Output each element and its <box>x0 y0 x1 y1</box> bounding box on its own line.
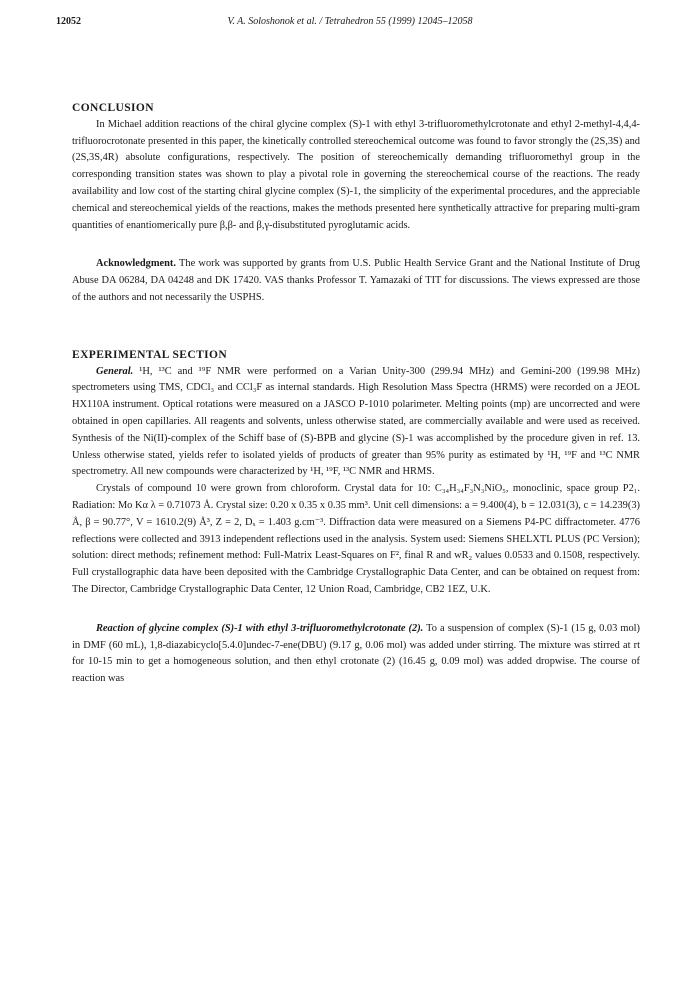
running-header <box>56 16 644 30</box>
page-number: 12052 <box>56 16 81 27</box>
running-head: V. A. Soloshonok et al. / Tetrahedron 55 (1999) 12045–12058 <box>227 16 473 27</box>
conclusion-section <box>72 100 640 234</box>
acknowledgment-text: The work was supported by grants from U.S. Public Health Service Grant and the National Institute of Drug Abuse DA 06284, DA 04248 and DK 17420. VAS thanks Professor T. Yamazaki of TIT for discussions. The views expressed are those of the authors and not necessarily the USPHS. <box>72 258 641 303</box>
article-body <box>72 100 640 688</box>
acknowledgment-section <box>72 256 640 306</box>
general-paragraph <box>72 364 640 482</box>
reaction-text: To a suspension of complex (S)-1 (15 g, 0.03 mol) in DMF (60 mL), 1,8-diazabicyclo[5.4.0]undec-7-ene(DBU) (9.17 g, 0.06 mol) was added under stirring. The mixture was stirred at rt for 10-15 min to get a homogeneous solution, and then ethyl crotonate (2) (16.45 g, 0.09 mol) was added dropwise. The course of reaction was <box>72 622 640 685</box>
general-text: ¹H, ¹³C and ¹⁹F NMR were performed on a Varian Unity-300 (299.94 MHz) and Gemini-200 (199.98 MHz) spectrometers using TMS, CDCl₃ and CCl₃F as internal standards. High Resolution Mass Spectra (HRMS) were recorded on a JEOL HX110A instrument. Optical rotations were measured on a JASCO P-1010 polarimeter. Melting points (mp) are uncorrected and were obtained in open capillaries. All reagents and solvents, unless otherwise stated, are commercially available and were used as received. Synthesis of the Ni(II)-complex of the Schiff base of (S)-BPB and glycine (S)-1 was accomplished by the procedure given in ref. 13. Unless otherwise stated, yields refer to isolated yields of products of greater than 95% purity as estimated by ¹H, ¹⁹F and ¹³C NMR spectrometry. All new compounds were characterized by ¹H, ¹⁹F, ¹³C NMR and HRMS. <box>72 365 640 478</box>
crystal-paragraph: Crystals of compound 10 were grown from chloroform. Crystal data for 10: C₃₄H₃₄F₃N₃NiO₅, monoclinic, space group P2₁. Radiation: Mo Kα λ = 0.71073 Å. Crystal size: 0.20 x 0.35 x 0.35 mm³. Unit cell dimensions: a = 9.400(4), b = 12.031(3), c = 14.239(3) Å, β = 90.77°, V = 1610.2(9) Å³, Z = 2, Dₓ = 1.403 g.cm⁻³. Diffraction data were measured on a Siemens P4-PC diffractometer. 4776 reflections were collected and 3913 independent reflections used in the analysis. System used: Siemens SHELXTL PLUS (PC Version); solution: direct methods; refinement method: Full-Matrix Least-Squares on F², final R and wR₂ values 0.0533 and 0.1508, respectively. Full crystallographic data have been deposited with the Cambridge Crystallographic Data Center, and can be obtained on request from: The Director, Cambridge Crystallographic Data Center, 12 Union Road, Cambridge, CB2 1EZ, U.K. <box>72 483 640 595</box>
reaction-lead: Reaction of glycine complex (S)-1 with ethyl 3-trifluoromethylcrotonate (2). <box>96 622 424 634</box>
reaction-paragraph <box>72 621 640 688</box>
conclusion-paragraph: In Michael addition reactions of the chiral glycine complex (S)-1 with ethyl 3-trifluoromethylcrotonate and ethyl 2-methyl-4,4,4-trifluorocrotonate presented in this paper, the kinetically controlled stereochemical outcome was found to favor strongly the (2S,3S) and (2S,3S,4R) absolute configurations, respectively. The position of stereochemically demanding trifluoromethyl group in the corresponding transition states was shown to play a pivotal role in governing the stereochemical course of the reactions. The ready availability and low cost of the starting chiral glycine complex (S)-1, the simplicity of the experimental procedures, and the appreciable chemical and stereochemical yields of the reactions, makes the methods presented here synthetically attractive for preparing multi-gram quantities of enantiomerically pure β,β- and β,γ-disubstituted pyroglutamic acids. <box>72 118 640 231</box>
experimental-heading: EXPERIMENTAL SECTION <box>72 348 228 361</box>
acknowledgment-lead: Acknowledgment. <box>96 258 176 270</box>
reaction-section <box>72 621 640 688</box>
experimental-section <box>72 347 640 599</box>
acknowledgment-paragraph <box>72 256 640 306</box>
general-lead: General. <box>96 365 134 377</box>
conclusion-heading: CONCLUSION <box>72 102 154 114</box>
